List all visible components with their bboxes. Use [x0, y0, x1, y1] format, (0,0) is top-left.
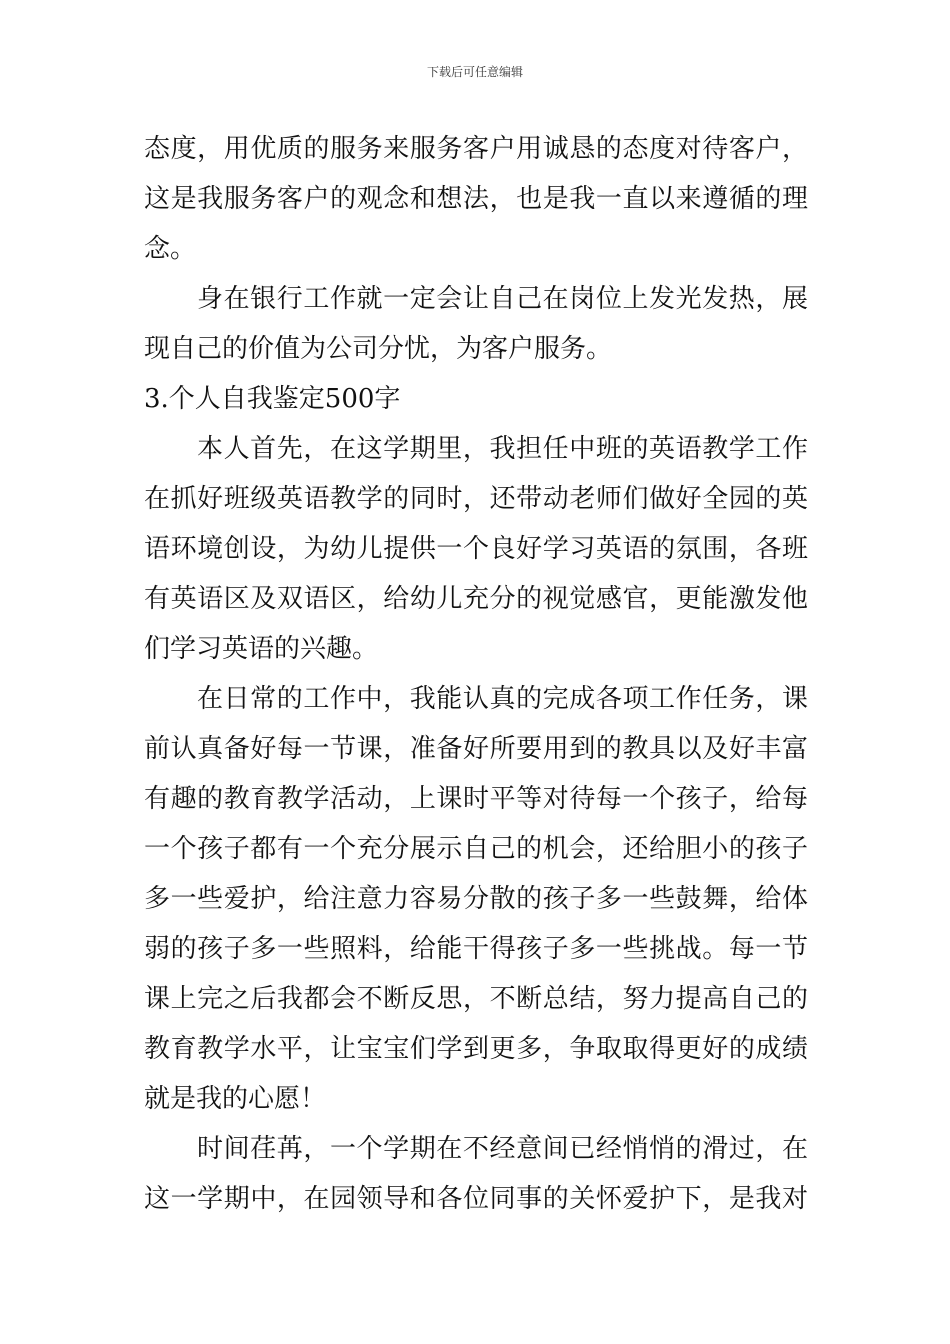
text-line: 念。 [144, 234, 197, 264]
text-line: 一个孩子都有一个充分展示自己的机会，还给胆小的孩子 [144, 834, 808, 864]
text-line: 在抓好班级英语教学的同时，还带动老师们做好全园的英 [144, 484, 808, 514]
text-line: 前认真备好每一节课，准备好所要用到的教具以及好丰富 [144, 734, 808, 764]
text-line: 们学习英语的兴趣。 [144, 634, 379, 664]
text-line: 在日常的工作中，我能认真的完成各项工作任务，课 [197, 684, 808, 714]
text-line: 就是我的心愿！ [144, 1084, 327, 1114]
page-header: 下载后可任意编辑 [426, 65, 523, 79]
text-line: 这一学期中，在园领导和各位同事的关怀爱护下，是我对 [144, 1184, 808, 1214]
body-text [144, 124, 808, 1224]
text-line: 现自己的价值为公司分忧，为客户服务。 [144, 334, 613, 364]
text-line: 教育教学水平，让宝宝们学到更多，争取取得更好的成绩 [144, 1034, 808, 1064]
text-line: 语环境创设，为幼儿提供一个良好学习英语的氛围，各班 [144, 534, 808, 564]
text-line: 时间荏苒，一个学期在不经意间已经悄悄的滑过，在 [197, 1134, 808, 1164]
text-line: 有英语区及双语区，给幼儿充分的视觉感官，更能激发他 [144, 584, 808, 614]
text-line: 课上完之后我都会不断反思，不断总结，努力提高自己的 [144, 984, 808, 1014]
text-line: 多一些爱护，给注意力容易分散的孩子多一些鼓舞，给体 [144, 884, 808, 914]
text-line: 有趣的教育教学活动，上课时平等对待每一个孩子，给每 [144, 784, 808, 814]
text-line: 本人首先，在这学期里，我担任中班的英语教学工作 [197, 434, 808, 464]
text-line: 弱的孩子多一些照料，给能干得孩子多一些挑战。每一节 [144, 934, 808, 964]
text-line: 态度，用优质的服务来服务客户用诚恳的态度对待客户， [144, 134, 808, 164]
text-line: 身在银行工作就一定会让自己在岗位上发光发热，展 [197, 284, 808, 314]
text-line: 3.个人自我鉴定500字 [144, 384, 401, 414]
text-line: 这是我服务客户的观念和想法，也是我一直以来遵循的理 [144, 184, 808, 214]
